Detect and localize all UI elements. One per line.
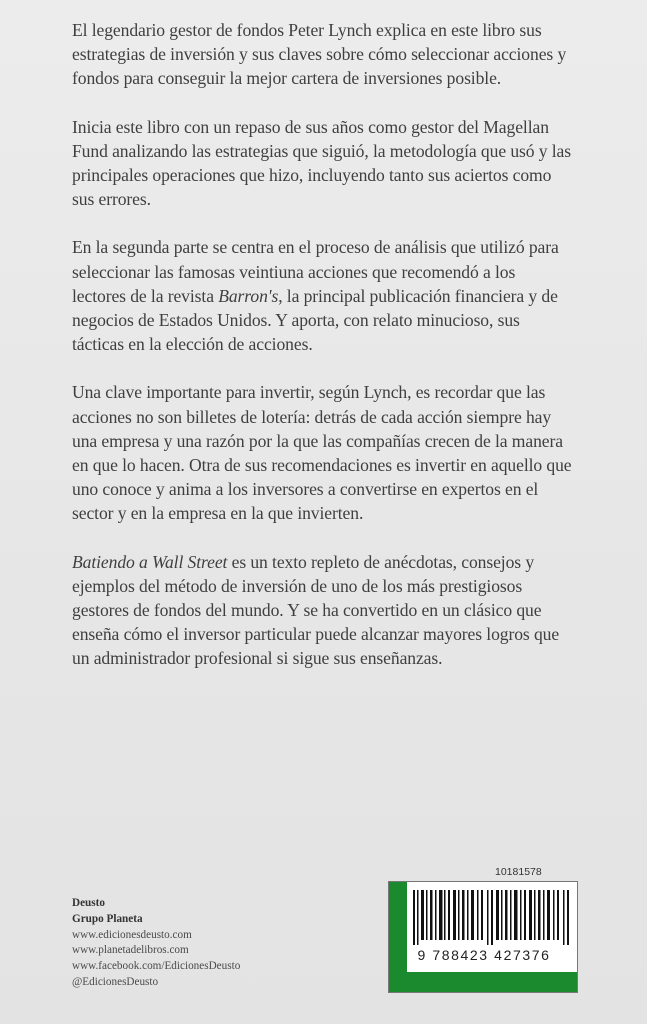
publisher-link-4: @EdicionesDeusto — [72, 975, 159, 988]
barcode-label — [388, 881, 578, 993]
barcode-icon — [413, 890, 571, 945]
paragraph-1: El legendario gestor de fondos Peter Lynch explica en este libro sus estrategias de inversión y sus claves sobre cómo seleccionar acciones y fondos para conseguir la mejor cartera de inversiones posible. — [72, 20, 567, 89]
paragraph-5-part-b: es un texto repleto de anécdotas, consejos y ejemplos del método de inversión de uno de los más prestigiosos gestores de fondos del mundo. Y se ha convertido en un clásico que enseña cómo el inversor particular puede alcanzar mayores logros que un administrador profesional si sigue sus enseñanzas. — [72, 551, 560, 669]
paragraph-4: Una clave importante para invertir, según Lynch, es recordar que las acciones no son billetes de lotería: detrás de cada acción siempre hay una empresa y una razón por la que las compañías crecen de la manera en que lo hacen. Otra de sus recomendaciones es invertir en aquello que uno conoce y anima a los inversores a convertirse en expertos en el sector y en la empresa en la que invierten. — [72, 382, 572, 524]
paragraph-3-part-a: En la segunda parte se centra en el proceso de análisis que utilizó para seleccionar las famosas veintiuna acciones que recomendó a los lectores de la revista — [72, 237, 559, 306]
isbn-number: 9 788423 427376 — [417, 947, 551, 963]
paragraph-2: Inicia este libro con un repaso de sus años como gestor del Magellan Fund analizando las estrategias que siguió, la metodología que usó y las principales operaciones que hizo, incluyendo tanto sus aciertos como sus errores. — [72, 116, 571, 210]
product-code: 10181578 — [495, 866, 542, 878]
publisher-link-2: www.planetadelibros.com — [72, 944, 189, 957]
publisher-group: Grupo Planeta — [72, 912, 143, 925]
publisher-info — [72, 896, 372, 991]
paragraph-3-part-b: , la principal publicación financiera y de negocios de Estados Unidos. Y aporta, con relato minucioso, sus tácticas en la elección de acciones. — [72, 285, 558, 355]
paragraph-3 — [72, 235, 572, 356]
barrons-title: Barron's — [218, 285, 279, 306]
paragraph-5 — [72, 550, 572, 671]
publisher-link-1: www.edicionesdeusto.com — [72, 928, 192, 941]
barcode-green-band — [389, 972, 577, 992]
description-text — [72, 18, 572, 695]
book-title: Batiendo a Wall Street — [72, 551, 228, 572]
publisher-link-3: www.facebook.com/EdicionesDeusto — [72, 960, 241, 973]
publisher-name: Deusto — [72, 897, 105, 909]
